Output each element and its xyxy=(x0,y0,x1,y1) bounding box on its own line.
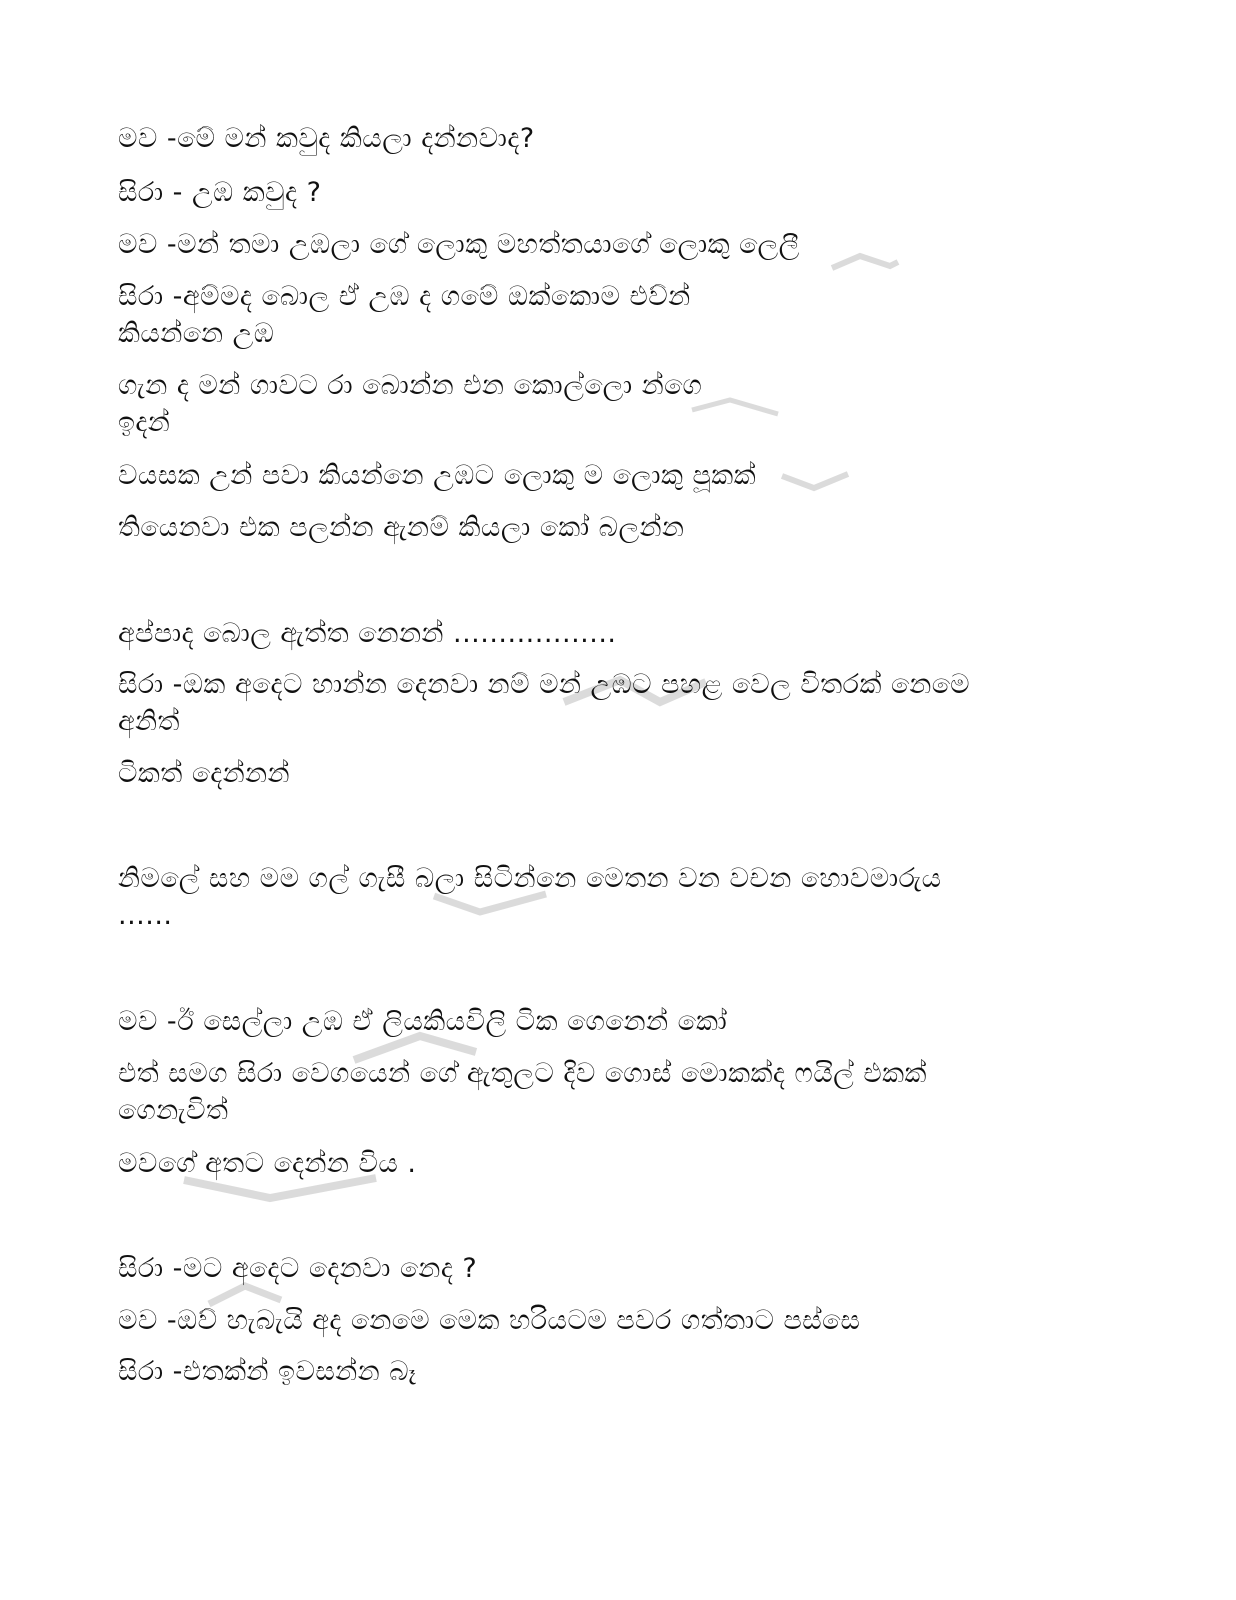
text-line: ටිකත් දෙන්නන් xyxy=(118,758,290,789)
text-line: අනිත් xyxy=(118,706,180,737)
text-line: ගෙනැවිත් xyxy=(118,1095,229,1126)
text-line: ඉදන් xyxy=(118,407,171,438)
text-line: මව -ඔව් හැබැයි අද නෙමෙ මෙක හරියටම පවර ගත්තාට පස්සෙ xyxy=(118,1305,861,1336)
text-line: එත් සමග සිරා වෙගයෙන් ගේ ඇතුලට දිව ගොස් මොකක්ද ෆයිල් එකක් xyxy=(118,1058,927,1089)
text-line: මව -ඊ සෙල්ලා උඹ ඒ ලියකියවිලි ටික ගෙනෙන් කෝ xyxy=(118,1006,728,1037)
text-line: කියන්නෙ උඹ xyxy=(118,318,275,349)
text-line: ...... xyxy=(118,900,173,931)
text-line: අප්පාද බොල ඇත්ත නෙනන් .................. xyxy=(118,618,617,649)
text-line: සිරා -මට අදෙට දෙනවා නෙද ? xyxy=(118,1253,478,1284)
text-line: වයසක උන් පවා කියන්නෙ උඹට ලොකු ම ලොකු පූකක් xyxy=(118,460,757,491)
text-line: සිරා -ඔක අදෙට හාන්න දෙනවා නම් මන් උඹට පහළ වෙල විතරක් නෙමෙ xyxy=(118,669,971,700)
text-line: මව -මන් තමා උඹලා ගේ ලොකු මහත්තයාගේ ලොකු ලෙලී xyxy=(118,229,800,260)
text-line: තියෙනවා එක පලන්න ඇනම් කියලා කෝ බලන්න xyxy=(118,512,685,543)
text-line: සිරා - උඹ කවුද ? xyxy=(118,177,322,208)
text-line: නිමලේ සහ මම ගල් ගැසී බලා සිටින්නෙ මෙතන වන වචන හොවමාරුය xyxy=(118,863,942,894)
text-line: සිරා -එතක්න් ඉවසන්න බෑ xyxy=(118,1356,417,1387)
text-line: මවගේ අතට දෙන්න විය . xyxy=(118,1148,417,1179)
text-line: සිරා -අම්මද බොල ඒ උඹ ද ගමේ ඔක්කොම එව්න් xyxy=(118,281,691,312)
text-line: මව -මේ මන් කවුද කියලා දන්නවාද? xyxy=(118,123,535,154)
text-line: ගැන ද මන් ගාවට රා බොන්න එන කොල්ලො න්ගෙ xyxy=(118,370,703,401)
